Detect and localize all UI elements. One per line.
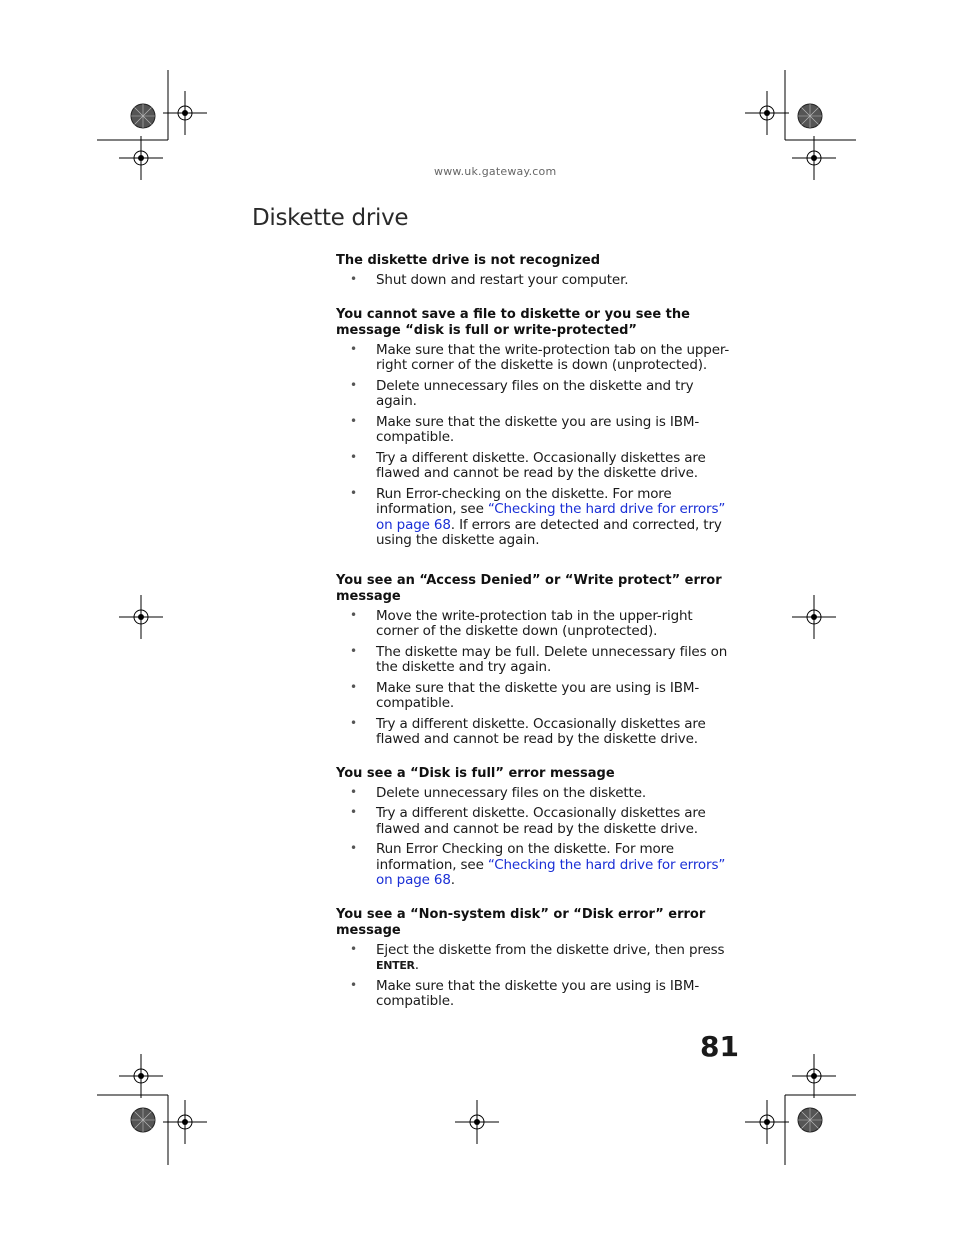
section-heading: You cannot save a file to diskette or you see the message “disk is full or write-protected” [336, 306, 690, 338]
trouble-section [336, 907, 736, 1010]
section-heading: You see a “Non-system disk” or “Disk error” error message [336, 906, 706, 938]
crop-mark-mid-left [119, 595, 163, 639]
list-item [336, 487, 736, 549]
bullet-icon: • [350, 805, 357, 819]
bullet-icon: • [350, 341, 357, 356]
section-heading: You see an “Access Denied” or “Write protect” error message [336, 572, 722, 604]
bullet-icon: • [350, 272, 357, 286]
trouble-section [336, 253, 736, 289]
bullet-list [336, 786, 736, 889]
item-text: . If errors are detected and corrected, try using the diskette again. [376, 516, 722, 548]
trouble-section [336, 307, 736, 549]
cross-reference-link[interactable]: “Checking the hard drive for errors” on page 68 [376, 501, 726, 533]
bullet-icon: • [350, 607, 357, 622]
bullet-icon: • [350, 784, 357, 799]
list-item [336, 451, 736, 482]
item-text: . [414, 957, 419, 973]
list-item [336, 717, 736, 748]
item-text: Eject the diskette from the diskette drive, then press [376, 941, 725, 958]
item-text: The diskette may be full. Delete unnecessary files on the diskette and try again. [376, 643, 728, 675]
bullet-list [336, 273, 736, 289]
crop-mark-bottom-left [97, 1054, 207, 1165]
item-text: Make sure that the write-protection tab on the upper-right corner of the diskette is down (unprotected). [376, 341, 730, 373]
bullet-icon: • [350, 977, 357, 992]
bullet-icon: • [350, 643, 357, 658]
item-text: Make sure that the diskette you are using is IBM-compatible. [376, 679, 700, 711]
bullet-icon: • [350, 449, 357, 464]
cross-reference-link[interactable]: “Checking the hard drive for errors” on page 68 [376, 856, 726, 888]
item-text: Try a different diskette. Occasionally diskettes are flawed and cannot be read by the diskette drive. [376, 449, 706, 481]
list-item [336, 379, 736, 410]
list-item [336, 806, 736, 837]
bullet-icon: • [350, 485, 357, 500]
bullet-list [336, 943, 736, 1010]
crop-mark-bottom-center [455, 1100, 499, 1144]
item-text: Delete unnecessary files on the diskette. [376, 784, 646, 801]
list-item [336, 842, 736, 889]
item-text: Move the write-protection tab in the upper-right corner of the diskette down (unprotected). [376, 607, 693, 639]
page-title: Diskette drive [252, 205, 409, 231]
item-text: Make sure that the diskette you are using is IBM-compatible. [376, 413, 700, 445]
trouble-section [336, 573, 736, 748]
header-url: www.uk.gateway.com [434, 165, 557, 178]
item-text: Shut down and restart your computer. [376, 272, 629, 288]
crop-mark-bottom-right [745, 1054, 856, 1165]
item-text: Try a different diskette. Occasionally diskettes are flawed and cannot be read by the diskette drive. [376, 715, 706, 747]
crop-mark-mid-right [792, 595, 836, 639]
item-text: Delete unnecessary files on the diskette and try again. [376, 377, 694, 409]
crop-mark-top-right [745, 70, 856, 180]
item-text: Make sure that the diskette you are using is IBM-compatible. [376, 977, 700, 1009]
trouble-section [336, 766, 736, 889]
list-item [336, 979, 736, 1010]
list-item [336, 415, 736, 446]
bullet-icon: • [350, 679, 357, 694]
bullet-icon: • [350, 413, 357, 428]
bullet-icon: • [350, 377, 357, 392]
section-heading: You see a “Disk is full” error message [336, 765, 615, 781]
key-name: ENTER [376, 959, 415, 972]
bullet-list [336, 343, 736, 549]
crop-mark-top-left [97, 70, 207, 180]
bullet-icon: • [350, 841, 357, 855]
section-heading: The diskette drive is not recognized [336, 253, 601, 268]
list-item [336, 786, 736, 802]
list-item [336, 943, 736, 974]
item-text: . [450, 872, 455, 888]
list-item [336, 681, 736, 712]
item-text: Run Error Checking on the diskette. For more information, see [376, 841, 674, 873]
troubleshooting-content [336, 253, 736, 1028]
item-text: Run Error-checking on the diskette. For more information, see [376, 485, 672, 517]
list-item [336, 609, 736, 640]
bullet-icon: • [350, 715, 357, 730]
list-item [336, 645, 736, 676]
bullet-icon: • [350, 941, 357, 956]
list-item [336, 343, 736, 374]
page-number: 81 [700, 1030, 739, 1063]
bullet-list [336, 609, 736, 748]
item-text: Try a different diskette. Occasionally diskettes are flawed and cannot be read by the diskette drive. [376, 805, 706, 837]
list-item [336, 273, 736, 289]
